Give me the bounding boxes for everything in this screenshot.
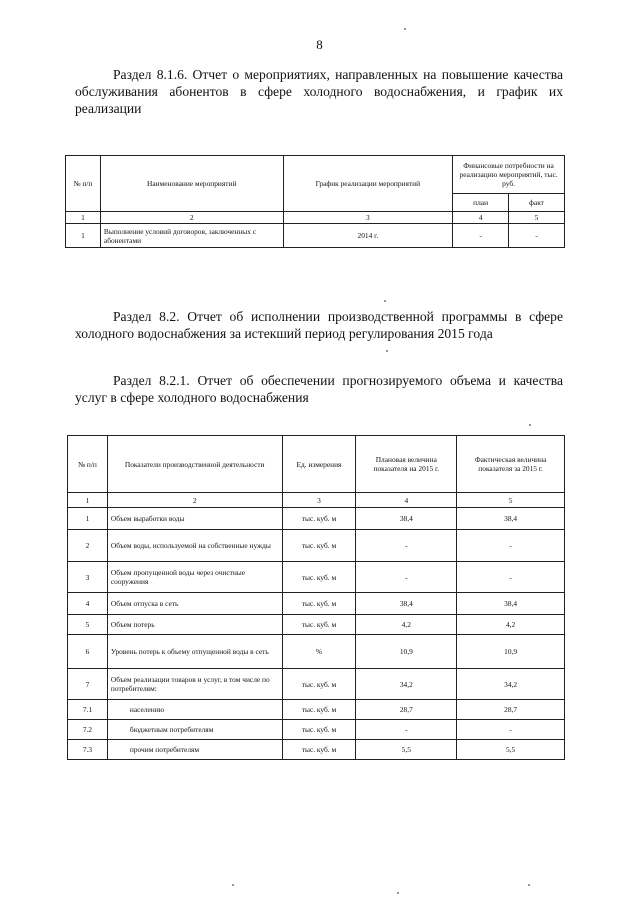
th-plan: Плановая величина показателя на 2015 г. [356, 436, 457, 493]
cell-plan: 34,2 [356, 669, 457, 700]
cell-fact: - [457, 720, 565, 740]
th-num: № п/п [68, 436, 108, 493]
cell-num: 7.1 [68, 700, 108, 720]
cell-unit: тыс. куб. м [282, 593, 356, 615]
col-num: 1 [66, 212, 101, 224]
cell-plan: - [453, 224, 509, 248]
table-row [68, 562, 565, 593]
scan-speck [404, 28, 406, 30]
th-fact: факт [509, 194, 565, 212]
cell-name: населению [107, 700, 282, 720]
scan-speck [384, 300, 386, 302]
cell-name: прочим потребителям [107, 740, 282, 760]
col-num: 4 [453, 212, 509, 224]
cell-num: 1 [66, 224, 101, 248]
th-name: Показатели производственной деятельности [107, 436, 282, 493]
scan-speck [529, 424, 531, 426]
cell-unit: тыс. куб. м [282, 530, 356, 562]
th-plan: план [453, 194, 509, 212]
cell-schedule: 2014 г. [283, 224, 453, 248]
cell-unit: % [282, 635, 356, 669]
col-num: 5 [509, 212, 565, 224]
column-number-row [68, 493, 565, 508]
table-row [66, 224, 565, 248]
cell-plan: 38,4 [356, 508, 457, 530]
cell-name: Объем пропущенной воды через очистные сооружения [107, 562, 282, 593]
cell-fact: 38,4 [457, 508, 565, 530]
th-schedule: График реализации мероприятий [283, 156, 453, 212]
cell-fact: - [457, 530, 565, 562]
col-num: 2 [107, 493, 282, 508]
cell-name: Объем выработки воды [107, 508, 282, 530]
cell-plan: 38,4 [356, 593, 457, 615]
cell-num: 7.2 [68, 720, 108, 740]
cell-fact: 4,2 [457, 615, 565, 635]
cell-name: Объем потерь [107, 615, 282, 635]
col-num: 1 [68, 493, 108, 508]
table-row [68, 530, 565, 562]
table-row [68, 635, 565, 669]
col-num: 2 [100, 212, 283, 224]
cell-plan: 10,9 [356, 635, 457, 669]
cell-unit: тыс. куб. м [282, 508, 356, 530]
scan-speck [386, 350, 388, 352]
events-table [65, 155, 565, 248]
cell-num: 1 [68, 508, 108, 530]
cell-fact: 34,2 [457, 669, 565, 700]
cell-plan: 5,5 [356, 740, 457, 760]
cell-plan: - [356, 530, 457, 562]
page-number: 8 [316, 37, 323, 52]
cell-fact: 38,4 [457, 593, 565, 615]
cell-plan: 4,2 [356, 615, 457, 635]
cell-name: Объем отпуска в сеть [107, 593, 282, 615]
cell-unit: тыс. куб. м [282, 700, 356, 720]
section-8-2-1-heading: Раздел 8.2.1. Отчет об обеспечении прогнозируемого объема и качества услуг в сфере холодного водоснабжения [75, 373, 563, 405]
table-row [68, 669, 565, 700]
cell-fact: - [509, 224, 565, 248]
column-number-row [66, 212, 565, 224]
th-name: Наименование мероприятий [100, 156, 283, 212]
th-financial: Финансовые потребности на реализацию мероприятий, тыс. руб. [453, 156, 565, 194]
table-row [68, 508, 565, 530]
cell-fact: 5,5 [457, 740, 565, 760]
cell-num: 5 [68, 615, 108, 635]
col-num: 4 [356, 493, 457, 508]
cell-num: 2 [68, 530, 108, 562]
col-num: 3 [282, 493, 356, 508]
cell-name: Уровень потерь к объему отпущенной воды в сеть [107, 635, 282, 669]
cell-num: 6 [68, 635, 108, 669]
scan-speck [232, 884, 234, 886]
cell-name: Объем воды, используемой на собственные нужды [107, 530, 282, 562]
table-row [68, 720, 565, 740]
section-8-1-6-heading: Раздел 8.1.6. Отчет о мероприятиях, направленных на повышение качества обслуживания абонентов в сфере холодного водоснабжения, и график их реализации [75, 67, 563, 116]
cell-num: 4 [68, 593, 108, 615]
cell-name: Выполнение условий договоров, заключенных с абонентами [100, 224, 283, 248]
table-row [68, 740, 565, 760]
cell-unit: тыс. куб. м [282, 740, 356, 760]
cell-unit: тыс. куб. м [282, 615, 356, 635]
cell-fact: - [457, 562, 565, 593]
cell-num: 7 [68, 669, 108, 700]
cell-num: 3 [68, 562, 108, 593]
th-num: № п/п [66, 156, 101, 212]
cell-num: 7.3 [68, 740, 108, 760]
cell-fact: 28,7 [457, 700, 565, 720]
cell-plan: 28,7 [356, 700, 457, 720]
th-unit: Ед. измерения [282, 436, 356, 493]
table-row [68, 593, 565, 615]
table-row [68, 700, 565, 720]
scan-speck [397, 892, 399, 894]
cell-unit: тыс. куб. м [282, 669, 356, 700]
indicators-table [67, 435, 565, 760]
section-8-2-heading: Раздел 8.2. Отчет об исполнении производственной программы в сфере холодного водоснабжения за истекший период регулирования 2015 года [75, 309, 563, 341]
th-fact: Фактическая величина показателя за 2015 г. [457, 436, 565, 493]
cell-plan: - [356, 720, 457, 740]
cell-unit: тыс. куб. м [282, 720, 356, 740]
cell-name: Объем реализации товаров и услуг, в том числе по потребителям: [107, 669, 282, 700]
cell-fact: 10,9 [457, 635, 565, 669]
scan-speck [528, 884, 530, 886]
col-num: 3 [283, 212, 453, 224]
cell-name: бюджетным потребителям [107, 720, 282, 740]
cell-unit: тыс. куб. м [282, 562, 356, 593]
col-num: 5 [457, 493, 565, 508]
table-row [68, 615, 565, 635]
cell-plan: - [356, 562, 457, 593]
